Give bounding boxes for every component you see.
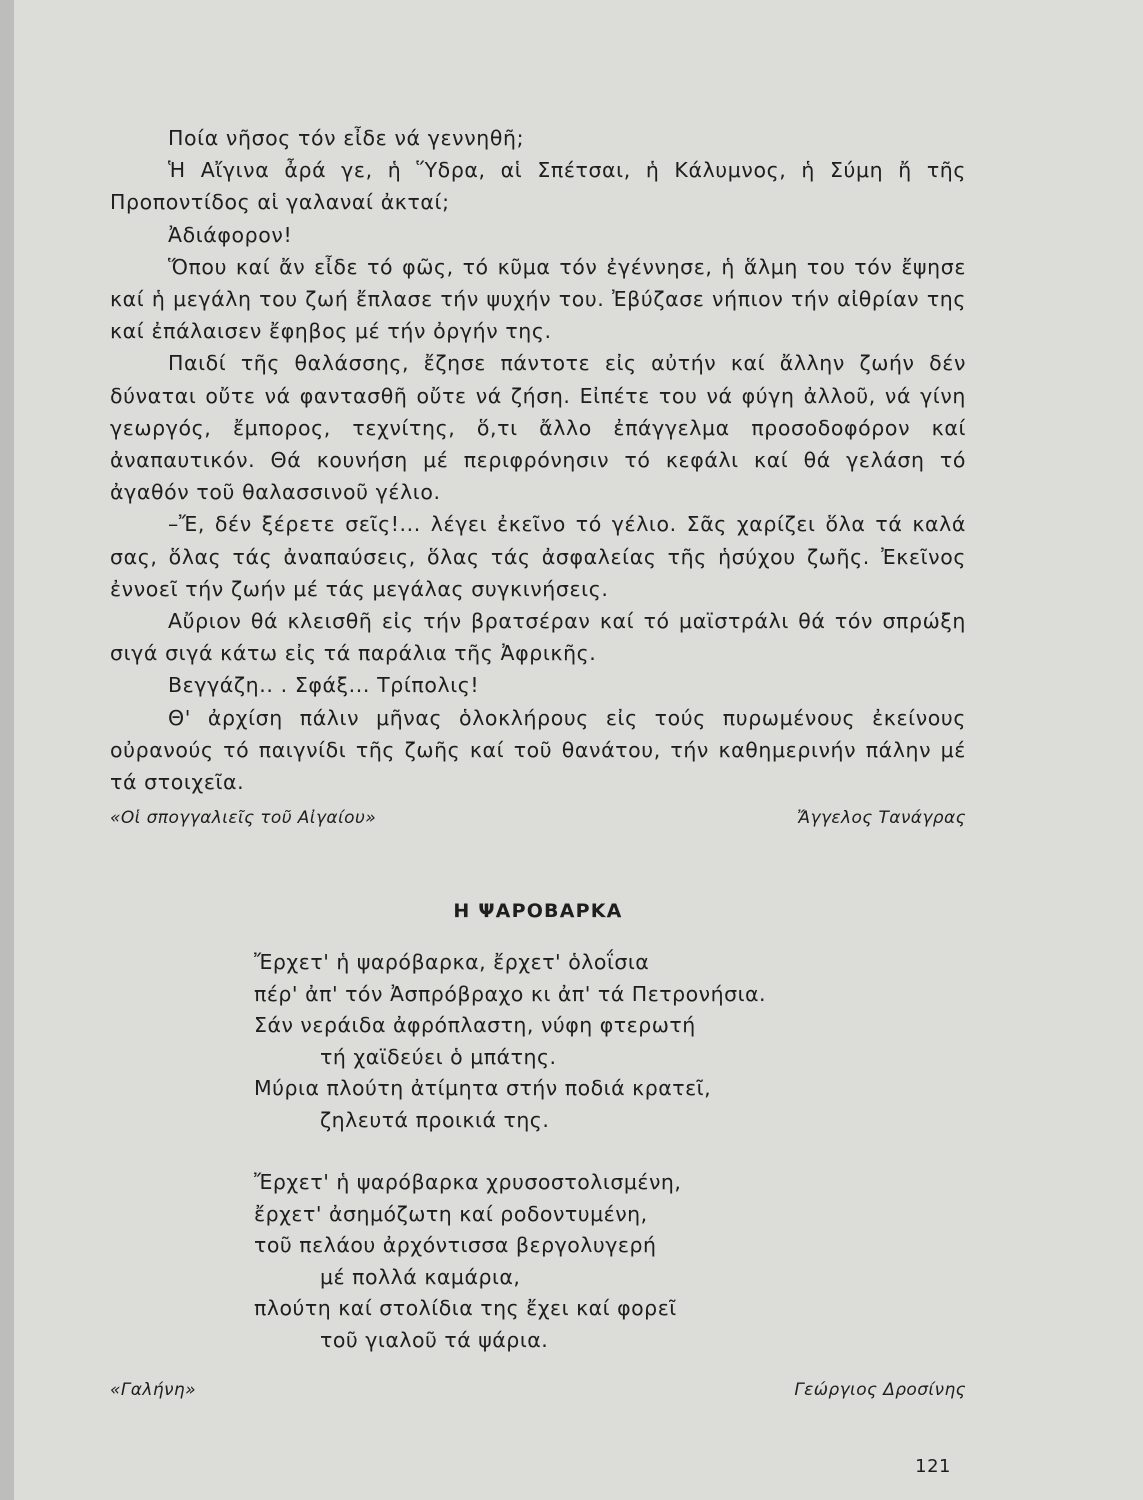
poem-line: πλούτη καί στολίδια της ἔχει καί φορεῖ <box>254 1296 677 1320</box>
paragraph: Ποία νῆσος τόν εἶδε νά γεννηθῆ; <box>168 126 525 150</box>
poem-line: Ἔρχετ' ἡ ψαρόβαρκα χρυσοστολισμένη, <box>254 1170 682 1194</box>
poem-line: τοῦ γιαλοῦ τά ψάρια. <box>320 1327 549 1352</box>
paragraph: Παιδί τῆς θαλάσσης, ἔζησε πάντοτε εἰς αὐτήν καί ἄλλην ζωήν δέν δύναται οὔτε νά φαντασθῆ οὔτε νά ζήση. Εἰπέτε του νά φύγη ἀλλοῦ, νά γίνη γεωργός, ἔμπορος, τεχνίτης, ὅ,τι ἄλλο ἐπάγγελμα προσοδοφόρον καί ἀναπαυτικόν. Θά κουνήση μέ περιφρόνησιν τό κεφάλι καί θά γελάση τό ἀγαθόν τοῦ θαλασσινοῦ γέλιο. <box>110 351 966 505</box>
poem-title: Η ΨΑΡΟΒΑΡΚΑ <box>453 900 623 922</box>
prose-passage <box>110 122 966 798</box>
poem-line: τή χαϊδεύει ὁ μπάτης. <box>320 1044 557 1069</box>
poem-line: Σάν νεράιδα ἀφρόπλαστη, νύφη φτερωτή <box>254 1013 696 1037</box>
poem-line: μέ πολλά καμάρια, <box>320 1264 521 1289</box>
poem-author: Γεώργιος Δροσίνης <box>794 1380 966 1400</box>
prose-attribution <box>110 808 966 828</box>
stanza-break <box>254 1136 766 1167</box>
poem-line: ζηλευτά προικιά της. <box>320 1107 550 1132</box>
prose-source-title: «Οἱ σπογγαλιεῖς τοῦ Αἰγαίου» <box>110 808 377 828</box>
poem-line: Ἔρχετ' ἡ ψαρόβαρκα, ἔρχετ' ὁλοΐσια <box>254 950 650 974</box>
paragraph: Ἡ Αἴγινα ἆρά γε, ἡ Ὕδρα, αἱ Σπέτσαι, ἡ Κάλυμνος, ἡ Σύμη ἤ τῆς Προποντίδος αἱ γαλαναί ἀκταί; <box>110 158 966 215</box>
paragraph: Θ' ἀρχίση πάλιν μῆνας ὁλοκλήρους εἰς τούς πυρωμένους ἐκείνους οὐρανούς τό παιγνίδι τῆς ζωῆς καί τοῦ θανάτου, τήν καθημερινήν πάλην μέ τά στοιχεῖα. <box>110 705 966 795</box>
poem-attribution <box>110 1380 966 1400</box>
poem-line: Μύρια πλούτη ἀτίμητα στήν ποδιά κρατεῖ, <box>254 1076 712 1100</box>
poem-source-title: «Γαλήνη» <box>110 1380 196 1400</box>
poem-line: τοῦ πελάου ἀρχόντισσα βεργολυγερή <box>254 1233 657 1257</box>
page-number: 121 <box>915 1456 951 1477</box>
poem-line: ἔρχετ' ἀσημόζωτη καί ροδοντυμένη, <box>254 1201 648 1226</box>
paragraph: Βεγγάζη.. . Σφάξ... Τρίπολις! <box>168 673 480 698</box>
prose-author: Ἄγγελος Τανάγρας <box>797 808 966 828</box>
poem-body <box>254 947 766 1356</box>
paragraph: –Ἔ, δέν ξέρετε σεῖς!... λέγει ἐκεῖνο τό γέλιο. Σᾶς χαρίζει ὅλα τά καλά σας, ὅλας τάς ἀναπαύσεις, ὅλας τάς ἀσφαλείας τῆς ἡσύχου ζωῆς. Ἐκεῖνος ἐννοεῖ τήν ζωήν μέ τάς μεγάλας συγκινήσεις. <box>110 512 966 601</box>
paragraph: Ἀδιάφορον! <box>168 222 293 247</box>
paragraph: Ὅπου καί ἄν εἶδε τό φῶς, τό κῦμα τόν ἐγέννησε, ἡ ἅλμη του τόν ἔψησε καί ἡ μεγάλη του ζωή ἔπλασε τήν ψυχήν του. Ἐβύζασε νήπιον τήν αἰθρίαν της καί ἐπάλαισεν ἔφηβος μέ τήν ὀργήν της. <box>110 254 966 344</box>
paragraph: Αὔριον θά κλεισθῆ εἰς τήν βρατσέραν καί τό μαϊστράλι θά τόν σπρώξη σιγά σιγά κάτω εἰς τά παράλια τῆς Ἀφρικῆς. <box>110 609 966 666</box>
poem-line: πέρ' ἀπ' τόν Ἀσπρόβραχο κι ἀπ' τά Πετρονήσια. <box>254 981 767 1006</box>
